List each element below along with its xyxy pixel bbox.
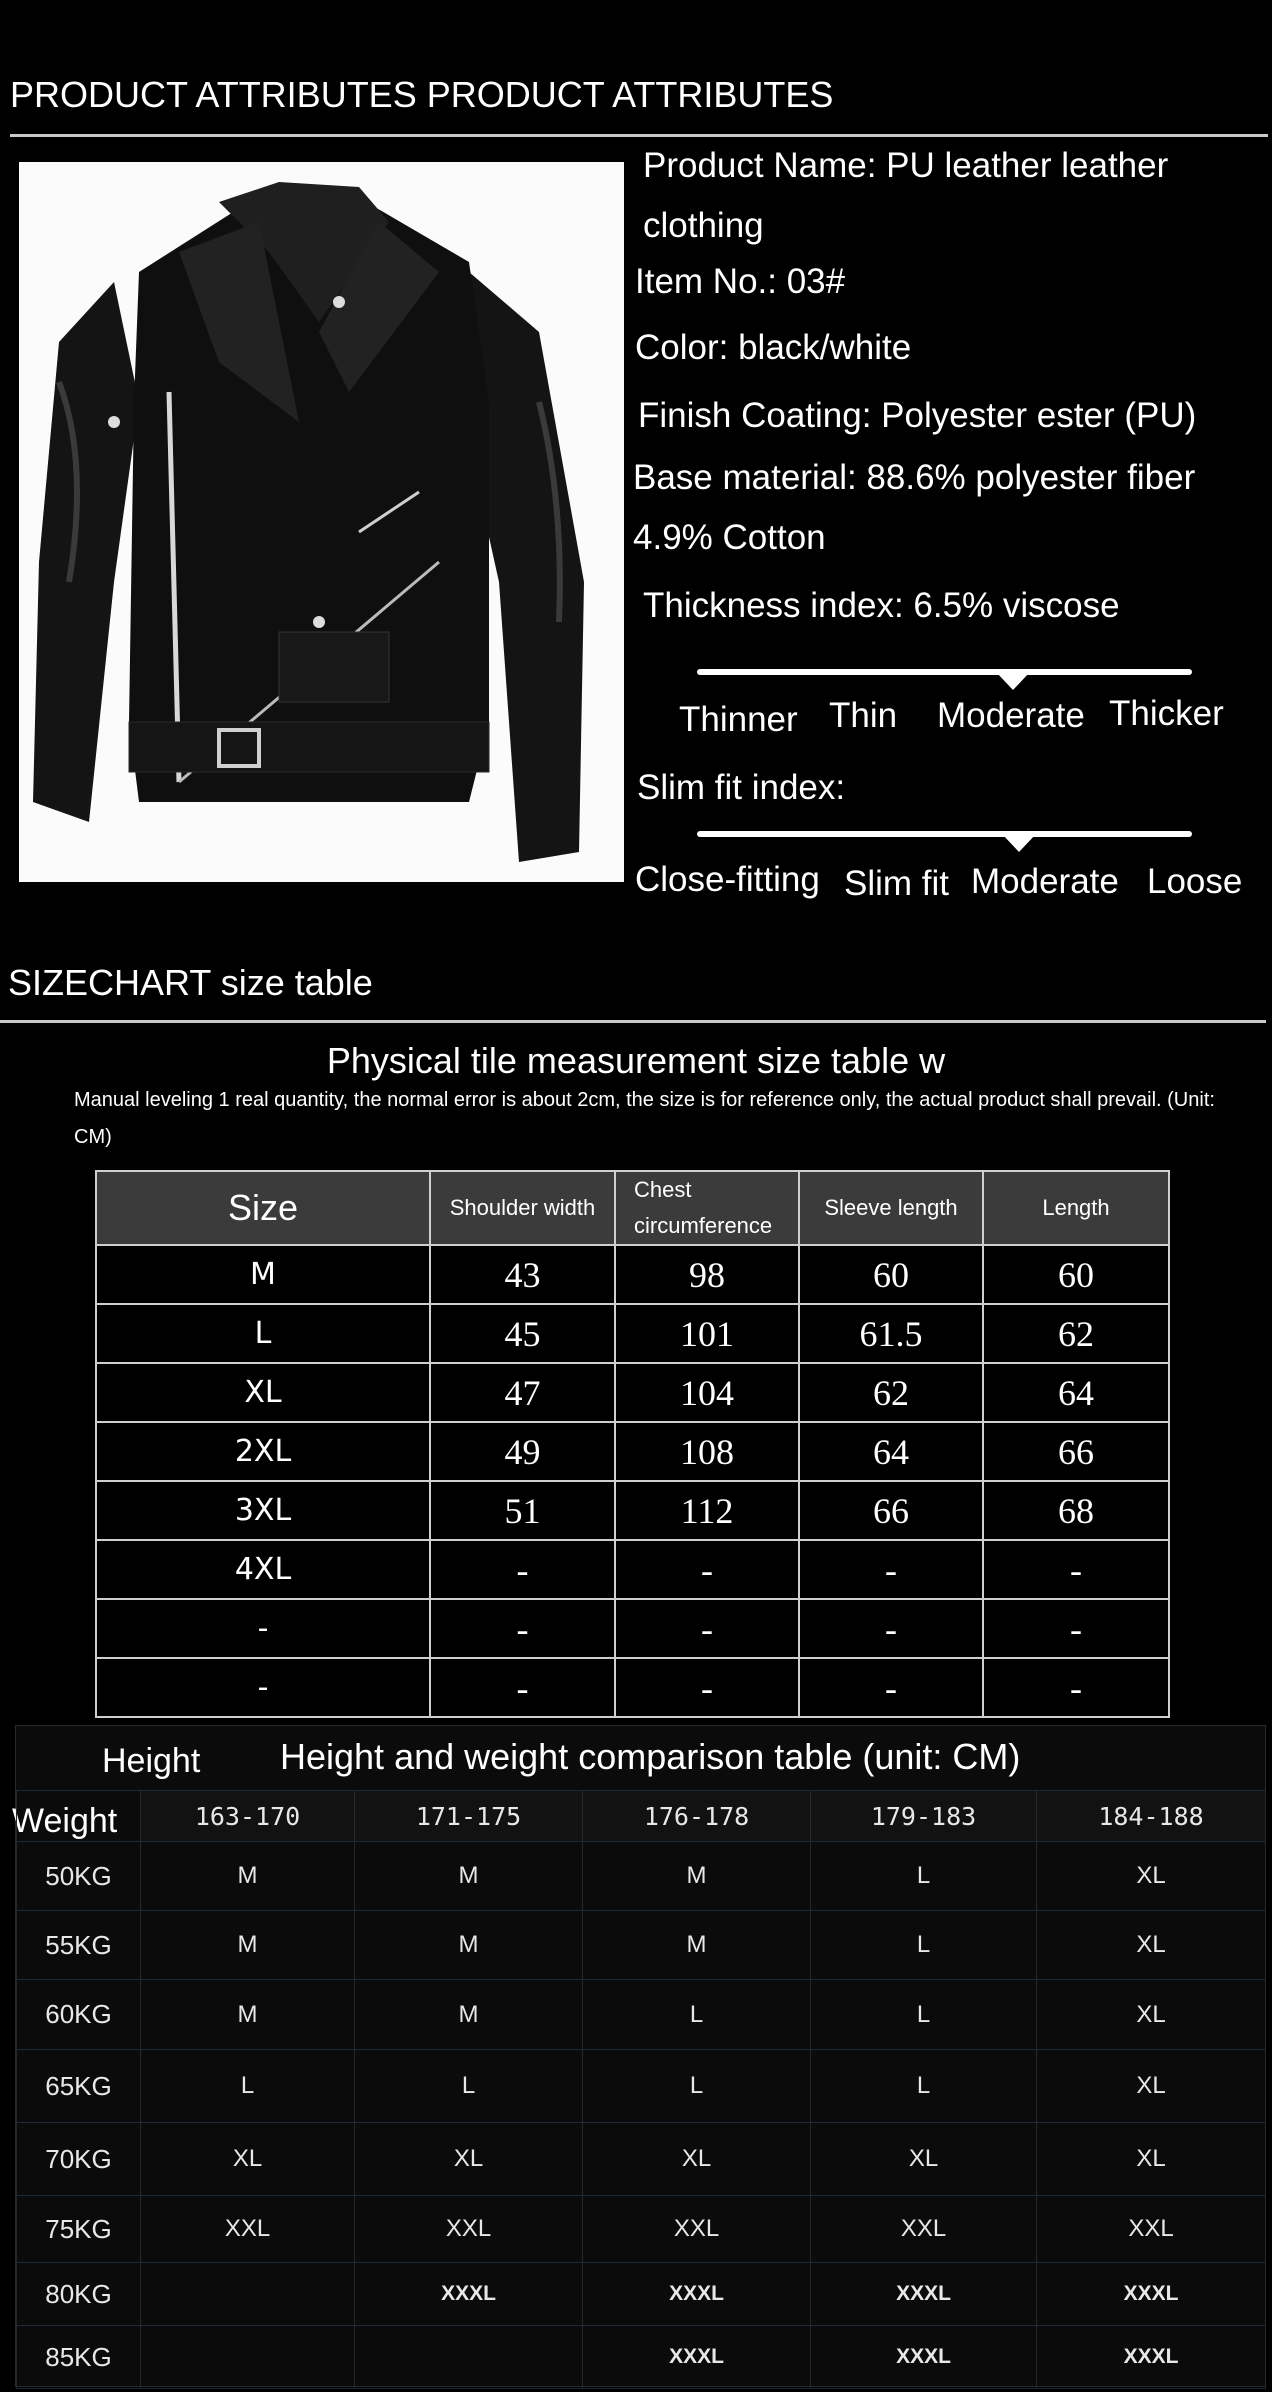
slim-scale-track: [697, 831, 1192, 837]
recommended-size-cell: XL: [141, 2123, 355, 2196]
slim-fit-index: Slim fit index:: [637, 768, 846, 807]
finish-coating: Finish Coating: Polyester ester (PU): [638, 396, 1197, 435]
weight-cell: 80KG: [17, 2263, 141, 2326]
size-cell: XL: [96, 1363, 430, 1422]
recommended-size-cell: XXXL: [355, 2263, 583, 2326]
thickness-label-thicker: Thicker: [1109, 694, 1224, 733]
measurement-cell: -: [983, 1599, 1169, 1658]
measurement-cell: 60: [799, 1245, 983, 1304]
measurement-cell: 66: [983, 1422, 1169, 1481]
recommended-size-cell: L: [811, 2050, 1037, 2123]
size-cell: 3XL: [96, 1481, 430, 1540]
size-cell: -: [96, 1658, 430, 1717]
measurement-cell: 108: [615, 1422, 799, 1481]
recommended-size-cell: XXXL: [1037, 2326, 1266, 2389]
measurement-cell: 60: [983, 1245, 1169, 1304]
thickness-index: Thickness index: 6.5% viscose: [643, 586, 1120, 625]
measurement-cell: 101: [615, 1304, 799, 1363]
recommended-size-cell: XXXL: [811, 2326, 1037, 2389]
measurement-cell: 104: [615, 1363, 799, 1422]
thickness-label-moderate: Moderate: [937, 696, 1085, 735]
height-range-header: 171-175: [355, 1791, 583, 1842]
recommended-size-cell: XXL: [141, 2196, 355, 2263]
measurement-cell: -: [430, 1658, 615, 1717]
recommended-size-cell: XXL: [583, 2196, 811, 2263]
measurement-cell: -: [983, 1658, 1169, 1717]
measurement-cell: 68: [983, 1481, 1169, 1540]
table-row: [96, 1422, 1169, 1481]
recommended-size-cell: XL: [811, 2123, 1037, 2196]
sizechart-section-title: SIZECHART size table: [8, 962, 373, 1003]
comparison-table: [16, 1790, 1266, 2389]
slim-label-loose: Loose: [1147, 862, 1243, 901]
recommended-size-cell: XXXL: [1037, 2263, 1266, 2326]
thickness-label-thin: Thin: [829, 696, 898, 735]
size-cell: L: [96, 1304, 430, 1363]
height-range-header: 179-183: [811, 1791, 1037, 1842]
recommended-size-cell: M: [583, 1842, 811, 1911]
slim-scale-marker: [1002, 834, 1036, 852]
measurement-cell: 62: [983, 1304, 1169, 1363]
size-table: [95, 1170, 1170, 1718]
measurement-cell: 45: [430, 1304, 615, 1363]
measurement-cell: 112: [615, 1481, 799, 1540]
recommended-size-cell: M: [355, 1911, 583, 1980]
size-cell: 4XL: [96, 1540, 430, 1599]
comparison-row: [17, 2123, 1266, 2196]
product-name: Product Name: PU leather leather: [643, 146, 1169, 185]
comparison-height-label: Height: [102, 1742, 201, 1780]
measurement-cell: 61.5: [799, 1304, 983, 1363]
recommended-size-cell: [141, 2326, 355, 2389]
base-material: Base material: 88.6% polyester fiber: [633, 458, 1196, 497]
jacket-photo: [19, 162, 624, 882]
weight-cell: 50KG: [17, 1842, 141, 1911]
weight-cell: 60KG: [17, 1980, 141, 2050]
table-row: [96, 1599, 1169, 1658]
recommended-size-cell: XXL: [355, 2196, 583, 2263]
item-number: Item No.: 03#: [635, 262, 846, 301]
measurement-cell: -: [799, 1540, 983, 1599]
attributes-section-title: PRODUCT ATTRIBUTES PRODUCT ATTRIBUTES: [10, 74, 834, 115]
product-color: Color: black/white: [635, 328, 912, 367]
base-material-cont: 4.9% Cotton: [633, 518, 826, 557]
table-row: [96, 1363, 1169, 1422]
header-length: Length: [983, 1171, 1169, 1245]
product-name-cont: clothing: [643, 206, 764, 245]
recommended-size-cell: M: [583, 1911, 811, 1980]
recommended-size-cell: M: [355, 1980, 583, 2050]
recommended-size-cell: M: [141, 1842, 355, 1911]
recommended-size-cell: L: [811, 1911, 1037, 1980]
header-chest-circumference: [615, 1171, 799, 1245]
recommended-size-cell: XL: [1037, 2050, 1266, 2123]
header-sleeve-length: Sleeve length: [799, 1171, 983, 1245]
table-row: [96, 1481, 1169, 1540]
slim-label-moderate: Moderate: [971, 862, 1119, 901]
comparison-row: [17, 2263, 1266, 2326]
measurement-cell: -: [983, 1540, 1169, 1599]
comparison-title: Height and weight comparison table (unit: CM): [280, 1736, 1021, 1777]
recommended-size-cell: L: [811, 1980, 1037, 2050]
comparison-row: [17, 1980, 1266, 2050]
recommended-size-cell: L: [583, 1980, 811, 2050]
thickness-scale-marker: [996, 672, 1030, 690]
recommended-size-cell: XXXL: [583, 2263, 811, 2326]
comparison-header-row: [17, 1791, 1266, 1842]
recommended-size-cell: [141, 2263, 355, 2326]
measurement-cell: 64: [799, 1422, 983, 1481]
recommended-size-cell: L: [355, 2050, 583, 2123]
comparison-row: [17, 2196, 1266, 2263]
measurement-cell: -: [615, 1540, 799, 1599]
thickness-label-thinner: Thinner: [679, 700, 798, 739]
recommended-size-cell: L: [811, 1842, 1037, 1911]
measurement-table-title: Physical tile measurement size table w: [326, 1040, 946, 1081]
recommended-size-cell: M: [355, 1842, 583, 1911]
size-table-header: [96, 1171, 1169, 1245]
header-size: Size: [96, 1171, 430, 1245]
measurement-cell: -: [615, 1599, 799, 1658]
height-range-header: 163-170: [141, 1791, 355, 1842]
attributes-divider: [10, 134, 1268, 137]
recommended-size-cell: XL: [1037, 1980, 1266, 2050]
recommended-size-cell: XL: [583, 2123, 811, 2196]
thickness-scale-track: [697, 669, 1192, 675]
table-row: [96, 1658, 1169, 1717]
measurement-cell: 43: [430, 1245, 615, 1304]
recommended-size-cell: XL: [355, 2123, 583, 2196]
comparison-row: [17, 1842, 1266, 1911]
table-row: [96, 1245, 1169, 1304]
measurement-cell: -: [615, 1658, 799, 1717]
weight-cell: 65KG: [17, 2050, 141, 2123]
measurement-cell: 98: [615, 1245, 799, 1304]
size-cell: M: [96, 1245, 430, 1304]
measurement-cell: -: [430, 1540, 615, 1599]
header-chest-line2: circumference: [634, 1213, 773, 1238]
size-cell: -: [96, 1599, 430, 1658]
measurement-cell: 66: [799, 1481, 983, 1540]
comparison-panel: [12, 1725, 1266, 2387]
slim-label-slim-fit: Slim fit: [844, 864, 949, 903]
comparison-row: [17, 2326, 1266, 2389]
recommended-size-cell: L: [583, 2050, 811, 2123]
measurement-cell: -: [799, 1599, 983, 1658]
weight-cell: 85KG: [17, 2326, 141, 2389]
recommended-size-cell: L: [141, 2050, 355, 2123]
comparison-row: [17, 1911, 1266, 1980]
sizechart-divider: [0, 1020, 1266, 1023]
recommended-size-cell: XXXL: [583, 2326, 811, 2389]
weight-cell: 75KG: [17, 2196, 141, 2263]
measurement-note: Manual leveling 1 real quantity, the normal error is about 2cm, the size is for reference only, the actual product shall prevail. (Unit: CM): [74, 1089, 1215, 1148]
header-chest-line1: Chest: [634, 1177, 692, 1202]
measurement-cell: -: [430, 1599, 615, 1658]
product-photo: [19, 162, 624, 882]
measurement-cell: -: [799, 1658, 983, 1717]
table-row: [96, 1540, 1169, 1599]
height-range-header: 184-188: [1037, 1791, 1266, 1842]
weight-cell: 55KG: [17, 1911, 141, 1980]
table-row: [96, 1304, 1169, 1363]
recommended-size-cell: XXXL: [811, 2263, 1037, 2326]
recommended-size-cell: XL: [1037, 1911, 1266, 1980]
header-shoulder-width: Shoulder width: [430, 1171, 615, 1245]
measurement-cell: 47: [430, 1363, 615, 1422]
recommended-size-cell: XL: [1037, 1842, 1266, 1911]
comparison-weight-label: Weight: [12, 1802, 118, 1840]
recommended-size-cell: XXL: [811, 2196, 1037, 2263]
measurement-cell: 64: [983, 1363, 1169, 1422]
weight-cell: 70KG: [17, 2123, 141, 2196]
recommended-size-cell: M: [141, 1911, 355, 1980]
measurement-cell: 62: [799, 1363, 983, 1422]
comparison-corner: [17, 1791, 141, 1842]
recommended-size-cell: XXL: [1037, 2196, 1266, 2263]
comparison-row: [17, 2050, 1266, 2123]
slim-label-close-fitting: Close-fitting: [635, 860, 820, 899]
measurement-cell: 49: [430, 1422, 615, 1481]
measurement-cell: 51: [430, 1481, 615, 1540]
height-range-header: 176-178: [583, 1791, 811, 1842]
recommended-size-cell: M: [141, 1980, 355, 2050]
recommended-size-cell: [355, 2326, 583, 2389]
size-cell: 2XL: [96, 1422, 430, 1481]
recommended-size-cell: XL: [1037, 2123, 1266, 2196]
